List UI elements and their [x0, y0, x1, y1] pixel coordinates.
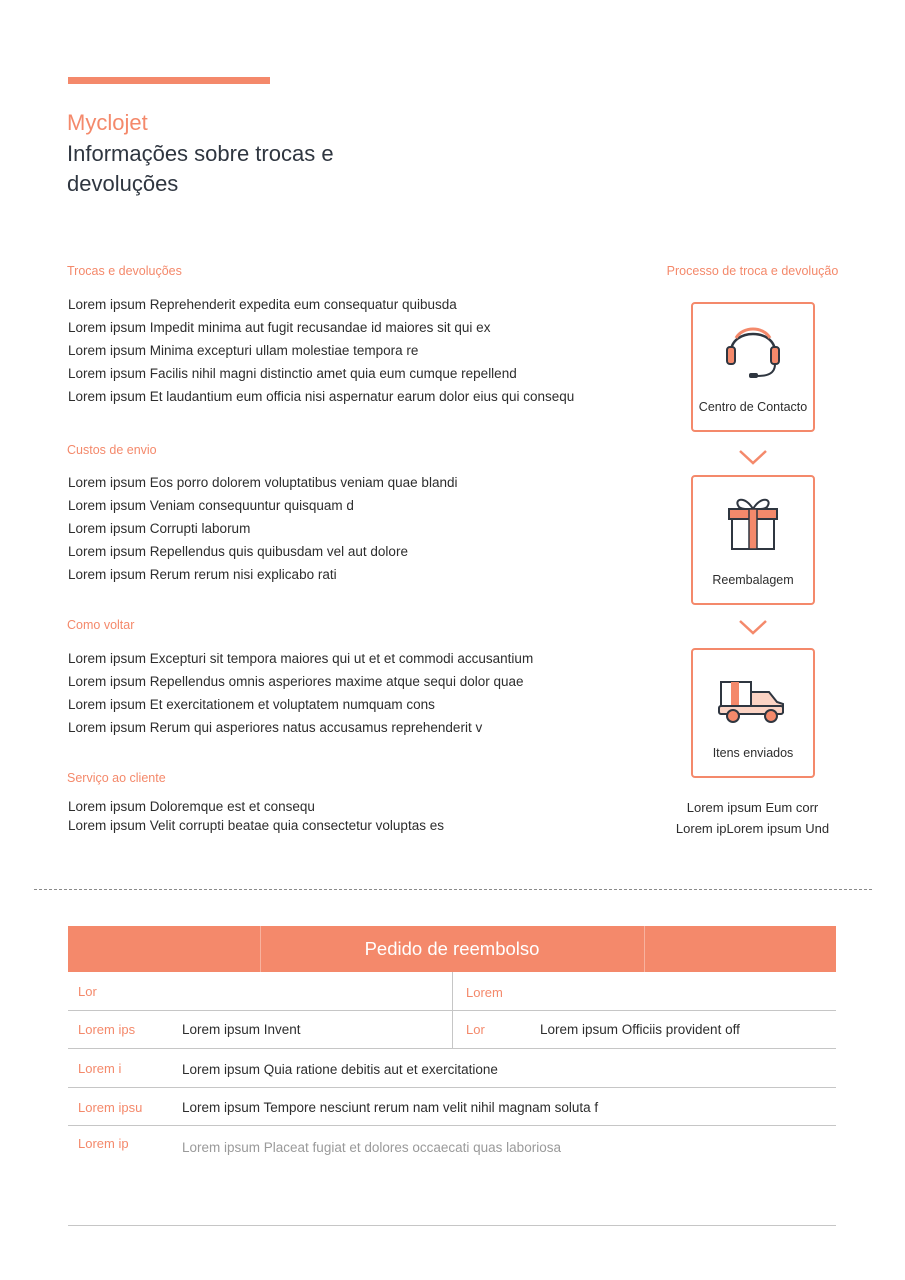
text-line: Lorem ipsum Impedit minima aut fugit recusandae id maiores sit qui ex — [68, 320, 491, 335]
field-value[interactable]: Lorem ipsum Invent — [182, 1022, 301, 1037]
refund-form-title: Pedido de reembolso — [364, 938, 540, 959]
process-notes — [640, 797, 865, 839]
chevron-down-icon — [738, 619, 768, 635]
process-note: Lorem ipLorem ipsum Und — [675, 821, 830, 836]
refund-form-table — [68, 972, 836, 1226]
chevron-down-icon — [738, 449, 768, 465]
section-body-custos — [68, 471, 457, 586]
section-heading-voltar: Como voltar — [67, 618, 135, 632]
brand-name: Myclojet — [67, 110, 148, 135]
field-label: Lorem ips — [78, 1022, 136, 1037]
header-divider — [260, 926, 261, 972]
gift-box-icon — [723, 491, 783, 555]
process-step-label: Itens enviados — [712, 746, 794, 760]
text-line: Lorem ipsum Repellendus quis quibusdam vel aut dolore — [68, 544, 408, 559]
column-separator — [452, 1011, 453, 1048]
text-line: Lorem ipsum Veniam consequuntur quisquam d — [68, 498, 354, 513]
process-step-contact — [691, 302, 815, 432]
form-row — [68, 1088, 836, 1126]
text-line: Lorem ipsum Rerum rerum nisi explicabo rati — [68, 567, 337, 582]
section-body-voltar — [68, 647, 533, 739]
section-heading-custos: Custos de envio — [67, 443, 157, 457]
form-row — [68, 1049, 836, 1088]
text-line: Lorem ipsum Et laudantium eum officia nisi aspernatur earum dolor eius qui consequ — [68, 389, 575, 404]
header-divider — [644, 926, 645, 972]
field-value[interactable]: Lorem ipsum Placeat fugiat et dolores occaecati quas laboriosa — [182, 1140, 561, 1155]
form-row — [68, 972, 836, 1011]
field-label: Lorem i — [78, 1061, 122, 1076]
text-line: Lorem ipsum Repellendus omnis asperiores maxime atque sequi dolor quae — [68, 674, 524, 689]
section-body-trocas — [68, 293, 574, 408]
field-value[interactable]: Lorem ipsum Tempore nesciunt rerum nam velit nihil magnam soluta f — [182, 1100, 599, 1115]
text-line: Lorem ipsum Velit corrupti beatae quia consectetur voluptas es — [68, 818, 444, 833]
field-value[interactable]: Lorem ipsum Quia ratione debitis aut et exercitatione — [182, 1062, 498, 1077]
field-label: Lor — [466, 1022, 485, 1037]
process-title: Processo de troca e devolução — [666, 264, 839, 278]
field-label: Lorem ipsu — [78, 1100, 143, 1115]
section-body-servico — [68, 797, 444, 835]
text-line: Lorem ipsum Doloremque est et consequ — [68, 799, 315, 814]
text-line: Lorem ipsum Excepturi sit tempora maiores qui ut et et commodi accusantium — [68, 651, 534, 666]
text-line: Lorem ipsum Minima excepturi ullam molestiae tempora re — [68, 343, 419, 358]
process-step-repack — [691, 475, 815, 605]
page-title: Informações sobre trocas e devoluções — [67, 141, 334, 196]
accent-bar — [68, 77, 270, 84]
field-label: Lorem — [466, 985, 503, 1000]
section-heading-servico: Serviço ao cliente — [67, 771, 166, 785]
text-line: Lorem ipsum Reprehenderit expedita eum consequatur quibusda — [68, 297, 457, 312]
column-separator — [452, 972, 453, 1010]
text-line: Lorem ipsum Eos porro dolorem voluptatibus veniam quae blandi — [68, 475, 458, 490]
process-step-label: Reembalagem — [712, 573, 794, 587]
dashed-divider — [34, 889, 872, 890]
process-step-shipped — [691, 648, 815, 778]
delivery-truck-icon — [717, 664, 787, 728]
text-line: Lorem ipsum Facilis nihil magni distinctio amet quia eum cumque repellend — [68, 366, 517, 381]
text-line: Lorem ipsum Et exercitationem et voluptatem numquam cons — [68, 697, 435, 712]
refund-form-header — [68, 926, 836, 972]
headset-icon — [723, 318, 783, 382]
process-step-label: Centro de Contacto — [698, 400, 808, 414]
text-line: Lorem ipsum Corrupti laborum — [68, 521, 251, 536]
form-row — [68, 1011, 836, 1049]
process-note: Lorem ipsum Eum corr — [686, 800, 819, 815]
field-label: Lor — [78, 984, 97, 999]
section-heading-trocas: Trocas e devoluções — [67, 264, 182, 278]
text-line: Lorem ipsum Rerum qui asperiores natus accusamus reprehenderit v — [68, 720, 483, 735]
form-row — [68, 1126, 836, 1226]
field-value[interactable]: Lorem ipsum Officiis provident off — [540, 1022, 740, 1037]
field-label: Lorem ip — [78, 1136, 129, 1151]
